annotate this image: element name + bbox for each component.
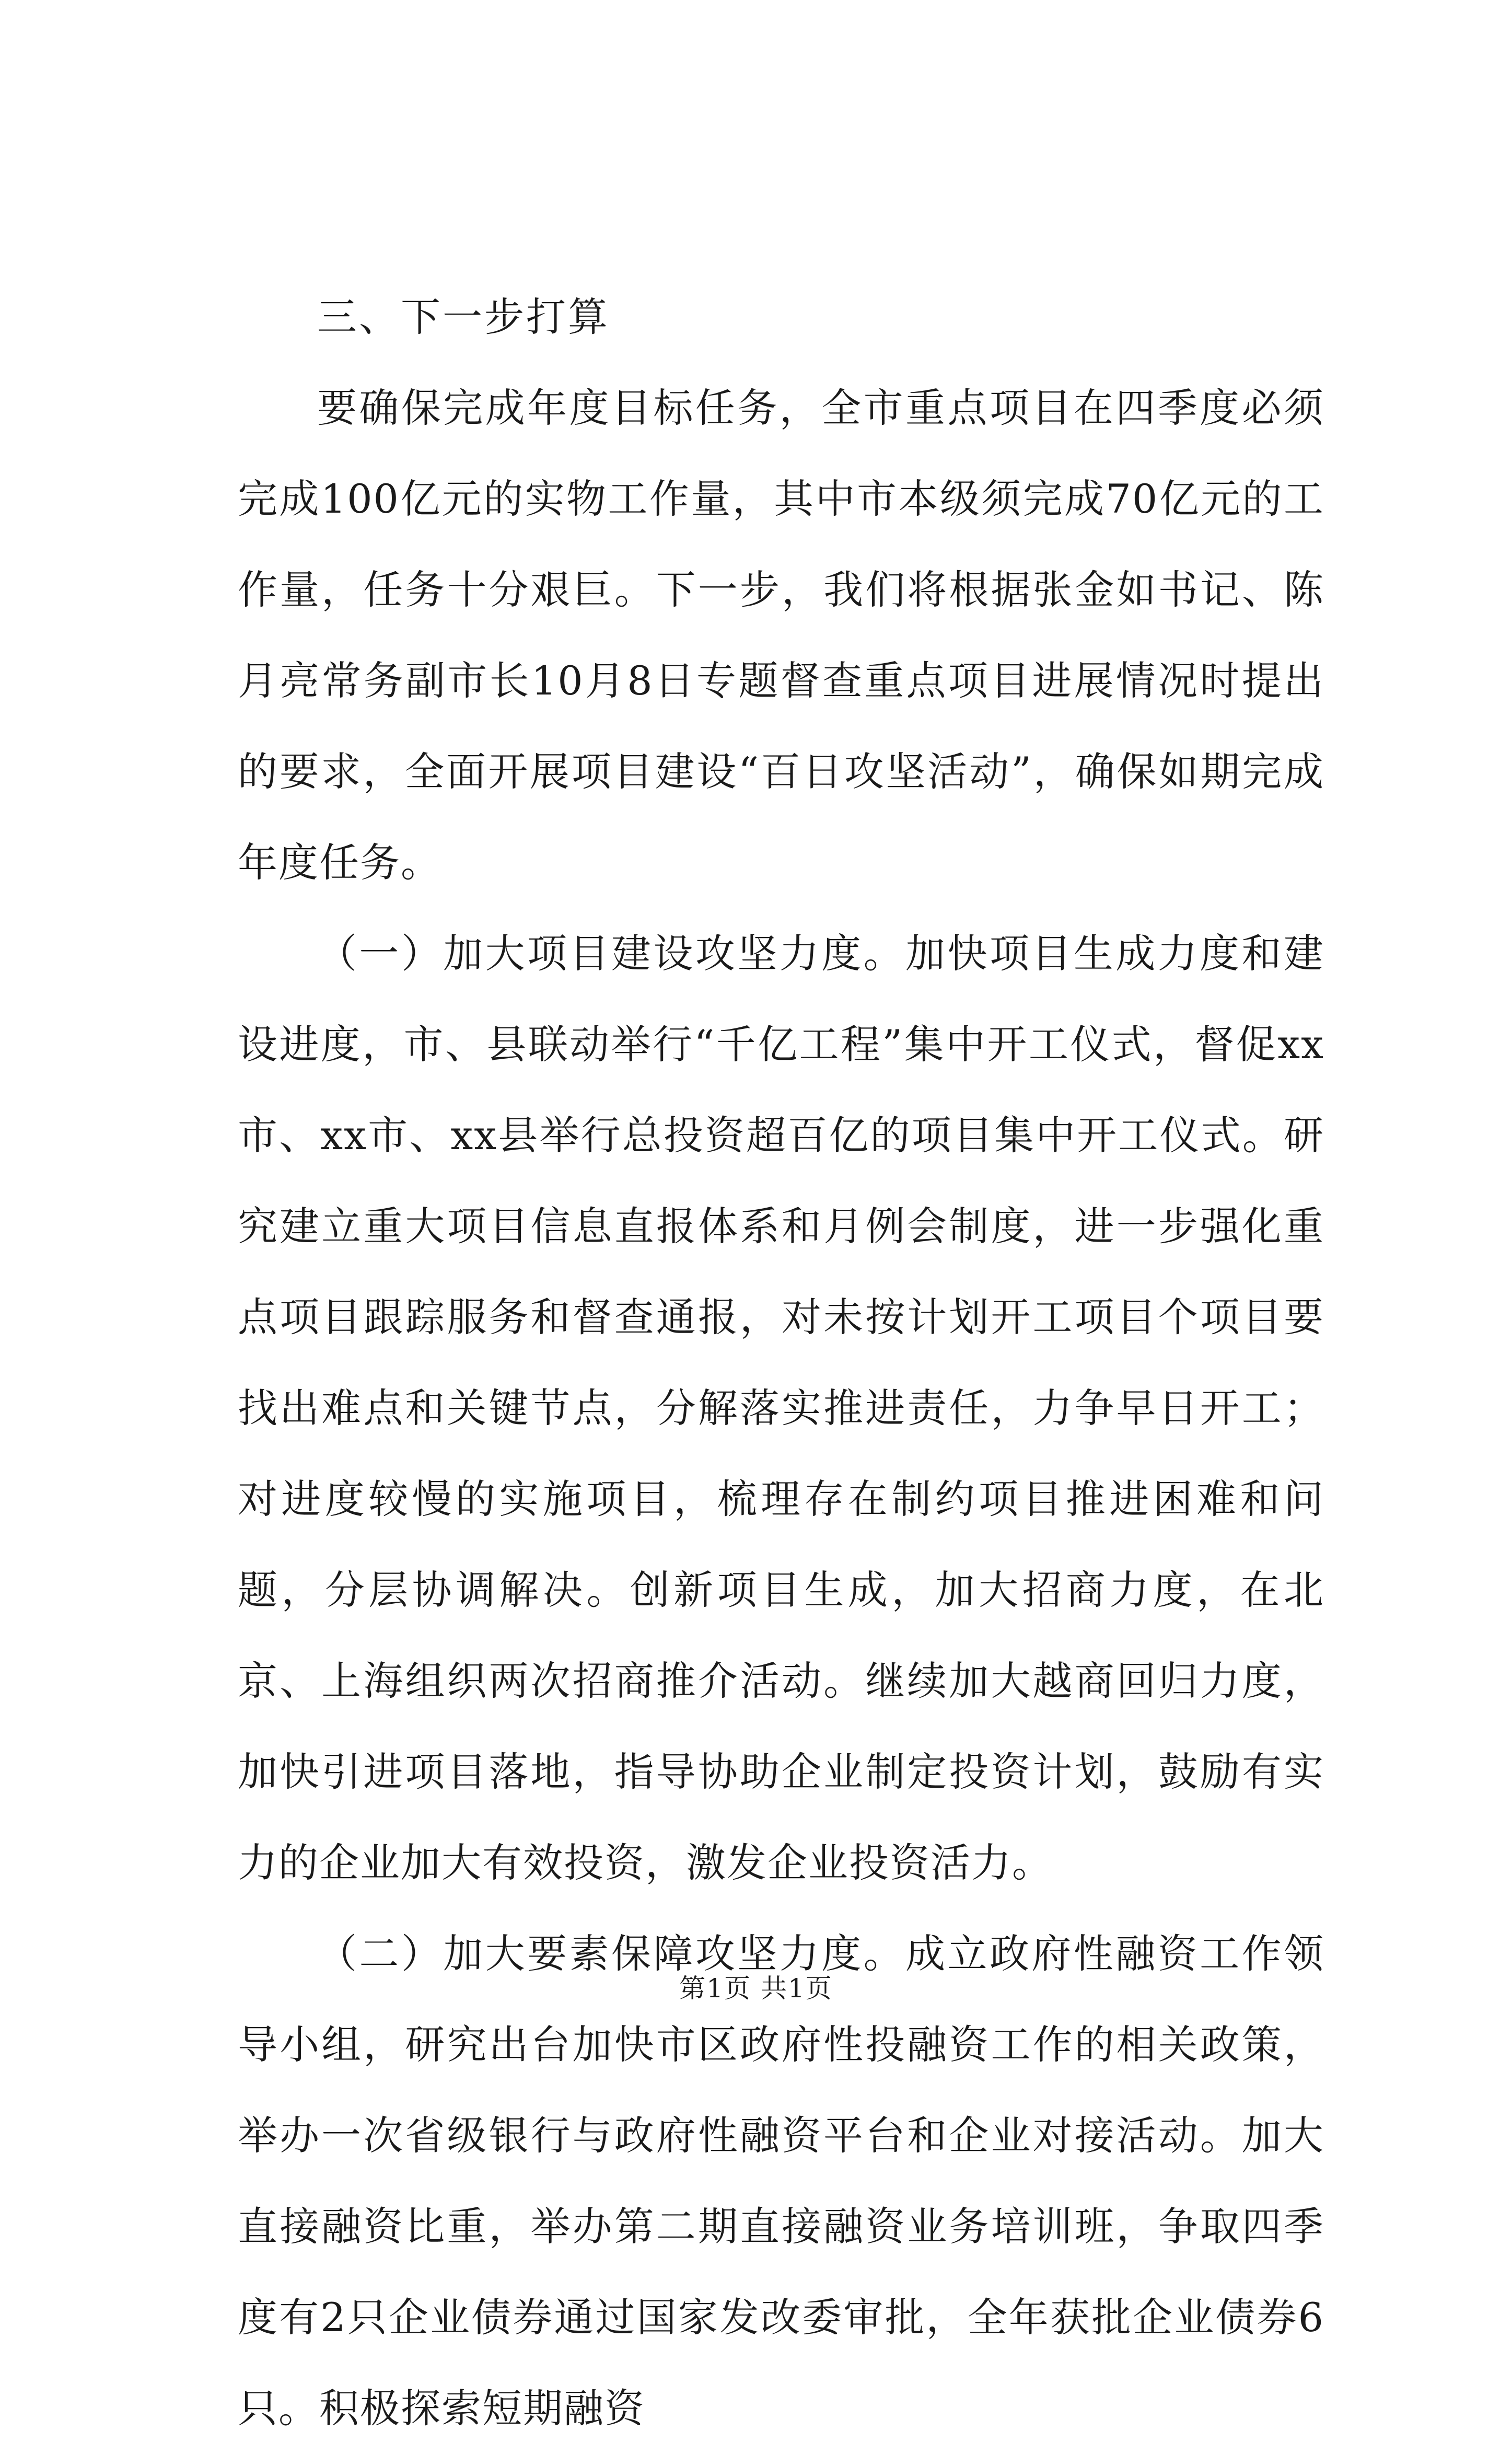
document-body	[238, 272, 1324, 2454]
page-footer: 第1页 共1页	[679, 1973, 833, 2004]
paragraph-project-construction: （一）加大项目建设攻坚力度。加快项目生成力度和建设进度，市、县联动举行“千亿工程”集中开工仪式，督促xx市、xx市、xx县举行总投资超百亿的项目集中开工仪式。研究建立重大项目信息直报体系和月例会制度，进一步强化重点项目跟踪服务和督查通报，对未按计划开工项目个项目要找出难点和关键节点，分解落实推进责任，力争早日开工；对进度较慢的实施项目，梳理存在制约项目推进困难和问题，分层协调解决。创新项目生成，加大招商力度，在北京、上海组织两次招商推介活动。继续加大越商回归力度，加快引进项目落地，指导协助企业制定投资计划，鼓励有实力的企业加大有效投资，激发企业投资活力。	[238, 930, 1324, 1886]
paragraph-factor-guarantee: （二）加大要素保障攻坚力度。成立政府性融资工作领导小组，研究出台加快市区政府性投融资工作的相关政策，举办一次省级银行与政府性融资平台和企业对接活动。加大直接融资比重，举办第二期直接融资业务培训班，争取四季度有2只企业债券通过国家发改委审批，全年获批企业债券6只。积极探索短期融资	[238, 1930, 1324, 2432]
section-heading: 三、下一步打算	[317, 294, 610, 340]
paragraph-intro: 要确保完成年度目标任务，全市重点项目在四季度必须完成100亿元的实物工作量，其中市本级须完成70亿元的工作量，任务十分艰巨。下一步，我们将根据张金如书记、陈月亮常务副市长10月8日专题督查重点项目进展情况时提出的要求，全面开展项目建设“百日攻坚活动”，确保如期完成年度任务。	[238, 385, 1324, 886]
